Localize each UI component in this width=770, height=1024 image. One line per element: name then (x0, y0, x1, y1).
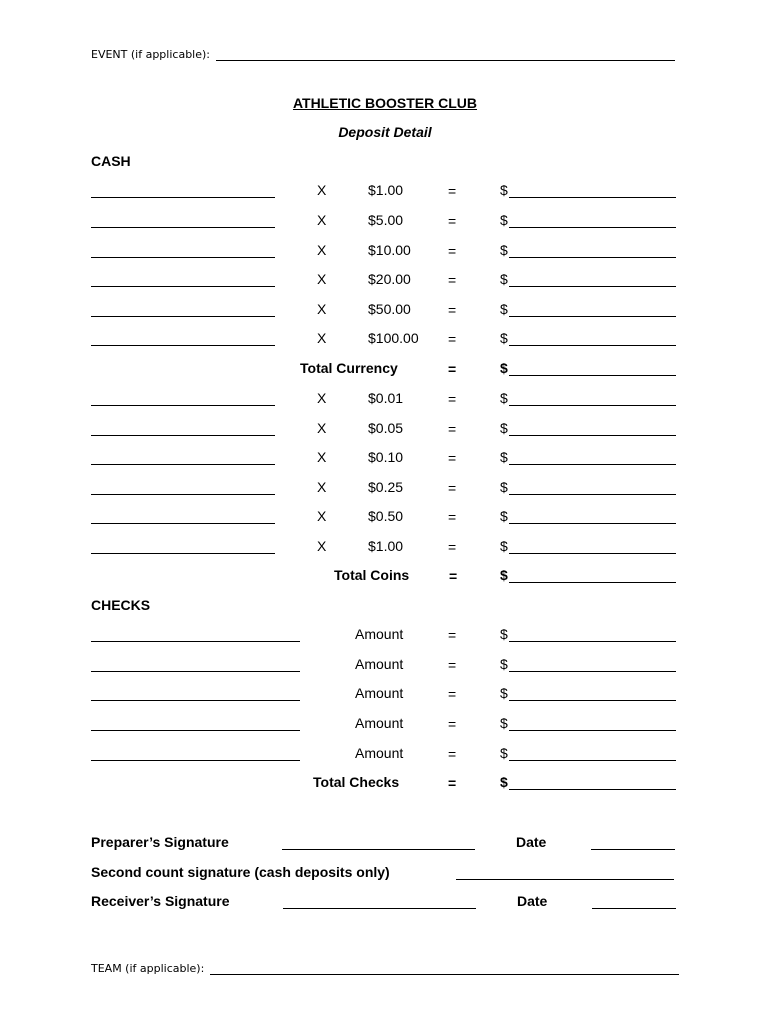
count-field[interactable] (91, 494, 275, 495)
amount-label: Amount (355, 745, 404, 761)
denomination: $10.00 (368, 242, 411, 258)
amount-label: Amount (355, 626, 404, 642)
multiply-sign: X (317, 330, 327, 346)
cash-heading: CASH (91, 153, 131, 169)
dollar-sign: $ (500, 301, 508, 317)
event-label: EVENT (if applicable): (91, 48, 210, 61)
dollar-sign: $ (500, 420, 508, 436)
amount-field[interactable] (509, 257, 676, 258)
amount-field[interactable] (509, 316, 676, 317)
multiply-sign: X (317, 182, 327, 198)
check-row (0, 745, 770, 765)
receiver-date-field[interactable] (592, 908, 676, 909)
equals-sign: = (448, 657, 457, 673)
coin-row (0, 420, 770, 440)
currency-row (0, 330, 770, 350)
coin-row (0, 479, 770, 499)
denomination: $0.05 (368, 420, 404, 436)
total-coins-label: Total Coins (334, 567, 410, 583)
multiply-sign: X (317, 420, 327, 436)
check-number-field[interactable] (91, 641, 300, 642)
dollar-sign: $ (500, 242, 508, 258)
equals-sign: = (448, 716, 457, 732)
count-field[interactable] (91, 553, 275, 554)
dollar-sign: $ (500, 685, 508, 701)
equals-sign: = (448, 272, 457, 288)
amount-field[interactable] (509, 671, 676, 672)
equals-sign: = (449, 568, 458, 584)
total-currency-field[interactable] (509, 375, 676, 376)
amount-field[interactable] (509, 700, 676, 701)
dollar-sign: $ (500, 182, 508, 198)
count-field[interactable] (91, 286, 275, 287)
equals-sign: = (448, 391, 457, 407)
amount-field[interactable] (509, 227, 676, 228)
team-field[interactable] (210, 974, 679, 975)
check-number-field[interactable] (91, 671, 300, 672)
count-field[interactable] (91, 435, 275, 436)
dollar-sign: $ (500, 360, 508, 376)
equals-sign: = (448, 686, 457, 702)
denomination: $100.00 (368, 330, 419, 346)
total-currency-label: Total Currency (300, 360, 398, 376)
check-number-field[interactable] (91, 700, 300, 701)
equals-sign: = (448, 361, 457, 377)
equals-sign: = (448, 627, 457, 643)
count-field[interactable] (91, 405, 275, 406)
dollar-sign: $ (500, 330, 508, 346)
team-label: TEAM (if applicable): (91, 962, 205, 975)
amount-field[interactable] (509, 760, 676, 761)
total-currency-row (0, 360, 770, 380)
equals-sign: = (448, 480, 457, 496)
multiply-sign: X (317, 301, 327, 317)
equals-sign: = (448, 213, 457, 229)
currency-row (0, 301, 770, 321)
check-row (0, 715, 770, 735)
check-row (0, 626, 770, 646)
dollar-sign: $ (500, 390, 508, 406)
receiver-signature-label: Receiver’s Signature (91, 893, 230, 909)
amount-field[interactable] (509, 197, 676, 198)
amount-field[interactable] (509, 523, 676, 524)
amount-label: Amount (355, 656, 404, 672)
coin-row (0, 508, 770, 528)
preparer-signature-field[interactable] (282, 849, 475, 850)
total-coins-field[interactable] (509, 582, 676, 583)
multiply-sign: X (317, 449, 327, 465)
equals-sign: = (448, 509, 457, 525)
count-field[interactable] (91, 345, 275, 346)
amount-label: Amount (355, 685, 404, 701)
multiply-sign: X (317, 212, 327, 228)
denomination: $5.00 (368, 212, 404, 228)
count-field[interactable] (91, 197, 275, 198)
dollar-sign: $ (500, 745, 508, 761)
receiver-date-label: Date (517, 893, 548, 909)
page-subtitle: Deposit Detail (338, 124, 432, 140)
count-field[interactable] (91, 227, 275, 228)
amount-field[interactable] (509, 286, 676, 287)
denomination: $0.50 (368, 508, 404, 524)
dollar-sign: $ (500, 479, 508, 495)
amount-field[interactable] (509, 435, 676, 436)
multiply-sign: X (317, 242, 327, 258)
check-row (0, 685, 770, 705)
multiply-sign: X (317, 390, 327, 406)
event-field[interactable] (216, 60, 675, 61)
currency-row (0, 242, 770, 262)
dollar-sign: $ (500, 774, 508, 790)
multiply-sign: X (317, 479, 327, 495)
check-number-field[interactable] (91, 730, 300, 731)
dollar-sign: $ (500, 271, 508, 287)
equals-sign: = (448, 302, 457, 318)
dollar-sign: $ (500, 508, 508, 524)
amount-field[interactable] (509, 405, 676, 406)
dollar-sign: $ (500, 212, 508, 228)
amount-field[interactable] (509, 553, 676, 554)
count-field[interactable] (91, 257, 275, 258)
receiver-signature-field[interactable] (283, 908, 476, 909)
equals-sign: = (448, 243, 457, 259)
equals-sign: = (448, 450, 457, 466)
dollar-sign: $ (500, 538, 508, 554)
equals-sign: = (448, 746, 457, 762)
total-coins-row (0, 567, 770, 587)
denomination: $50.00 (368, 301, 411, 317)
check-row (0, 656, 770, 676)
currency-row (0, 271, 770, 291)
multiply-sign: X (317, 508, 327, 524)
equals-sign: = (448, 539, 457, 555)
denomination: $1.00 (368, 182, 404, 198)
total-checks-row (0, 774, 770, 794)
currency-row (0, 182, 770, 202)
preparer-date-field[interactable] (591, 849, 675, 850)
count-field[interactable] (91, 316, 275, 317)
amount-field[interactable] (509, 464, 676, 465)
equals-sign: = (448, 183, 457, 199)
amount-label: Amount (355, 715, 404, 731)
amount-field[interactable] (509, 730, 676, 731)
total-checks-field[interactable] (509, 789, 676, 790)
dollar-sign: $ (500, 656, 508, 672)
currency-row (0, 212, 770, 232)
count-field[interactable] (91, 464, 275, 465)
dollar-sign: $ (500, 567, 508, 583)
denomination: $0.01 (368, 390, 404, 406)
second-count-signature-label: Second count signature (cash deposits only) (91, 864, 390, 880)
denomination: $1.00 (368, 538, 404, 554)
multiply-sign: X (317, 271, 327, 287)
denomination: $0.10 (368, 449, 404, 465)
total-checks-label: Total Checks (313, 774, 400, 790)
equals-sign: = (448, 775, 457, 791)
page-title: ATHLETIC BOOSTER CLUB (292, 95, 478, 111)
denomination: $0.25 (368, 479, 404, 495)
coin-row (0, 449, 770, 469)
dollar-sign: $ (500, 626, 508, 642)
coin-row (0, 390, 770, 410)
count-field[interactable] (91, 523, 275, 524)
dollar-sign: $ (500, 449, 508, 465)
equals-sign: = (448, 331, 457, 347)
amount-field[interactable] (509, 345, 676, 346)
amount-field[interactable] (509, 494, 676, 495)
checks-heading: CHECKS (91, 597, 151, 613)
coin-row (0, 538, 770, 558)
denomination: $20.00 (368, 271, 411, 287)
equals-sign: = (448, 421, 457, 437)
multiply-sign: X (317, 538, 327, 554)
dollar-sign: $ (500, 715, 508, 731)
amount-field[interactable] (509, 641, 676, 642)
preparer-date-label: Date (516, 834, 547, 850)
check-number-field[interactable] (91, 760, 300, 761)
preparer-signature-label: Preparer’s Signature (91, 834, 229, 850)
second-count-signature-field[interactable] (456, 879, 674, 880)
